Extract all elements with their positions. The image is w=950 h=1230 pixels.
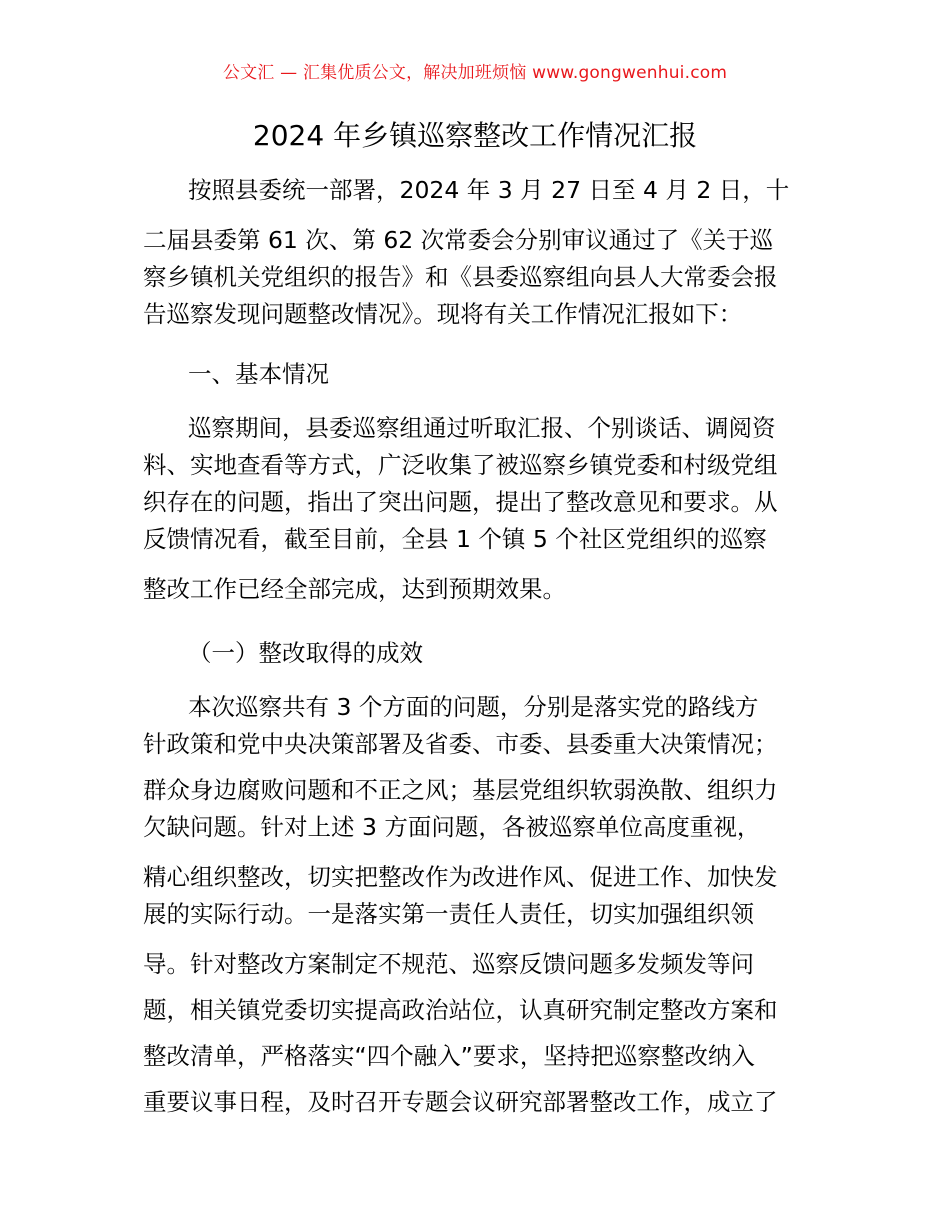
paragraph-line: 重要议事日程，及时召开专题会议研究部署整改工作，成立了 [143,1088,778,1116]
paragraph-line: 料、实地查看等方式，广泛收集了被巡察乡镇党委和村级党组 [143,451,778,479]
paragraph-line: 二届县委第 61 次、第 62 次常委会分别审议通过了《关于巡 [143,226,774,254]
document-title: 2024 年乡镇巡察整改工作情况汇报 [252,119,698,152]
paragraph-line: 群众身边腐败问题和不正之风；基层党组织软弱涣散、组织力 [143,776,778,804]
paragraph-line: 导。针对整改方案制定不规范、巡察反馈问题多发频发等问 [143,950,754,978]
paragraph-line: 针政策和党中央决策部署及省委、市委、县委重大决策情况； [143,730,778,758]
paragraph-line: 织存在的问题，指出了突出问题，提出了整改意见和要求。从 [143,488,778,516]
paragraph-line: 本次巡察共有 3 个方面的问题，分别是落实党的路线方 [188,693,759,721]
paragraph-line: 欠缺问题。针对上述 3 方面问题，各被巡察单位高度重视， [143,813,761,841]
subsection-heading: （一）整改取得的成效 [188,639,423,667]
paragraph-line: 按照县委统一部署，2024 年 3 月 27 日至 4 月 2 日，十 [188,176,790,204]
section-heading: 一、基本情况 [188,360,329,388]
paragraph-line: 反馈情况看，截至目前，全县 1 个镇 5 个社区党组织的巡察 [143,525,767,553]
header-banner: 公文汇 — 汇集优质公文，解决加班烦恼 www.gongwenhui.com [222,63,728,83]
paragraph-line: 察乡镇机关党组织的报告》和《县委巡察组向县人大常委会报 [143,263,778,291]
paragraph-line: 展的实际行动。一是落实第一责任人责任，切实加强组织领 [143,900,754,928]
paragraph-line: 整改工作已经全部完成，达到预期效果。 [143,575,566,603]
paragraph-line: 巡察期间，县委巡察组通过听取汇报、个别谈话、调阅资 [188,414,776,442]
paragraph-line: 整改清单，严格落实“四个融入”要求，坚持把巡察整改纳入 [143,1042,755,1070]
paragraph-line: 告巡察发现问题整改情况》。现将有关工作情况汇报如下： [143,300,743,328]
paragraph-line: 精心组织整改，切实把整改作为改进作风、促进工作、加快发 [143,863,778,891]
paragraph-line: 题，相关镇党委切实提高政治站位，认真研究制定整改方案和 [143,996,778,1024]
